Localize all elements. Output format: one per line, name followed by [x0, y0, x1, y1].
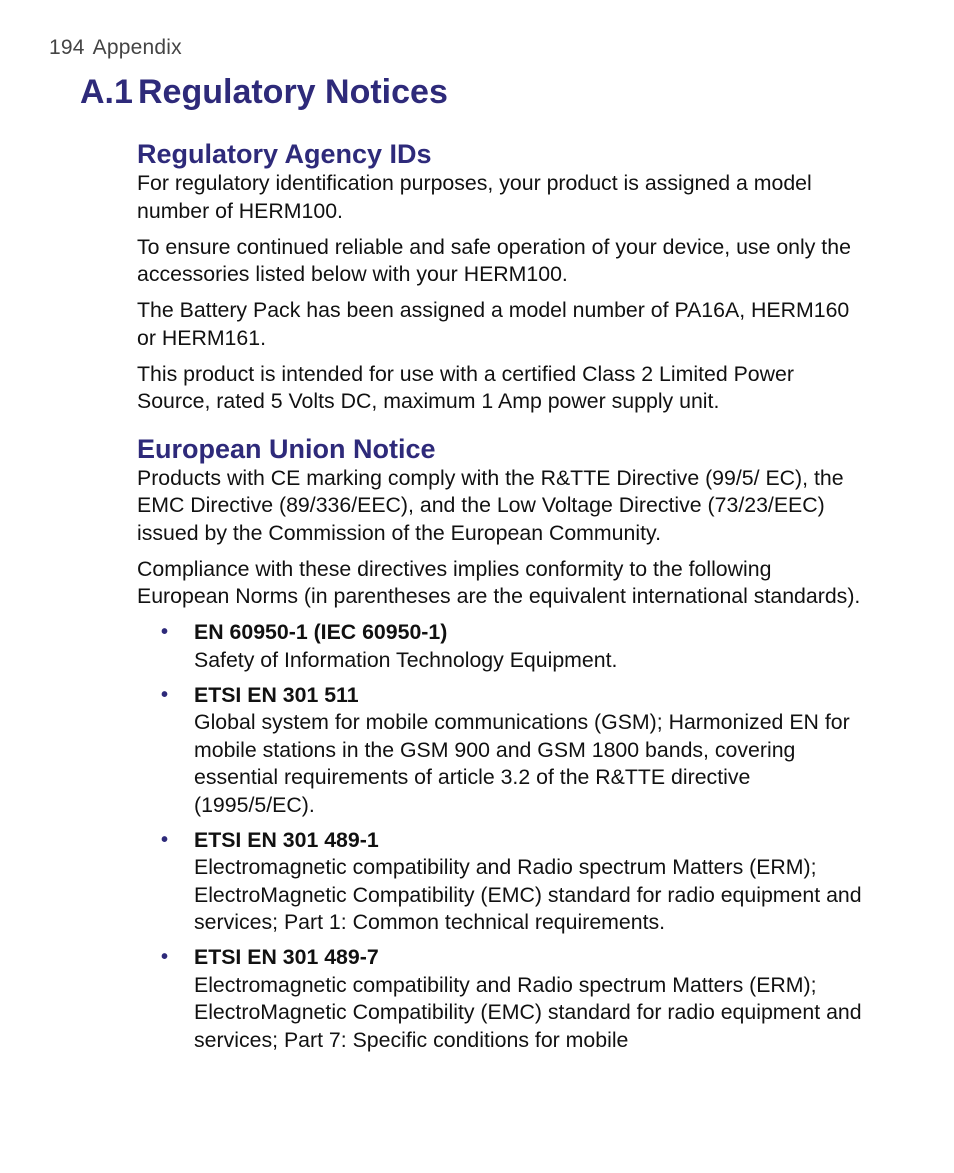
page-content — [137, 138, 867, 1062]
eu-notice-heading: European Union Notice — [137, 433, 436, 464]
paragraph: Products with CE marking comply with the R&TTE Directive (99/5/ EC), the EMC Directive (89/336/EEC), and the Low Voltage Directive (73/23/EEC) issued by the Commission of the European Community. — [137, 465, 844, 545]
list-item — [137, 619, 867, 674]
section-number: A.1 — [80, 73, 133, 111]
norms-list — [137, 619, 867, 1054]
bullet-icon: • — [161, 621, 169, 643]
norm-title: EN 60950-1 (IEC 60950-1) — [194, 620, 448, 644]
page-number: 194 — [49, 36, 85, 59]
norm-title: ETSI EN 301 489-7 — [194, 945, 379, 969]
section-title-text: Regulatory Notices — [138, 73, 448, 111]
paragraph: The Battery Pack has been assigned a model number of PA16A, HERM160 or HERM161. — [137, 298, 850, 350]
section-label: Appendix — [92, 36, 182, 59]
paragraph: For regulatory identification purposes, your product is assigned a model number of HERM100. — [137, 171, 812, 223]
list-item — [137, 682, 867, 820]
norm-description: Global system for mobile communications (GSM); Harmonized EN for mobile stations in the GSM 900 and GSM 1800 bands, covering essential requirements of article 3.2 of the R&TTE directive (1995/5/EC). — [194, 710, 850, 817]
regulatory-ids-heading: Regulatory Agency IDs — [137, 139, 432, 169]
norm-title: ETSI EN 301 511 — [194, 682, 359, 707]
list-item — [137, 827, 867, 937]
bullet-icon: • — [161, 828, 169, 851]
page-header — [49, 36, 182, 60]
paragraph: To ensure continued reliable and safe operation of your device, use only the accessories listed below with your HERM100. — [137, 234, 851, 286]
norm-description: Safety of Information Technology Equipment. — [194, 647, 618, 672]
bullet-icon: • — [161, 946, 169, 968]
norm-title: ETSI EN 301 489-1 — [194, 827, 379, 852]
list-item — [137, 944, 867, 1054]
norm-description: Electromagnetic compatibility and Radio spectrum Matters (ERM); ElectroMagnetic Compatibility (EMC) standard for radio equipment and services; Part 7: Specific conditions for mobile — [194, 972, 862, 1052]
paragraph: This product is intended for use with a certified Class 2 Limited Power Source, rated 5 Volts DC, maximum 1 Amp power supply unit. — [137, 361, 794, 413]
section-title — [80, 73, 448, 112]
norm-description: Electromagnetic compatibility and Radio spectrum Matters (ERM); ElectroMagnetic Compatibility (EMC) standard for radio equipment and services; Part 1: Common technical requirements. — [194, 855, 862, 934]
bullet-icon: • — [161, 683, 169, 706]
paragraph: Compliance with these directives implies conformity to the following European Norms (in parentheses are the equivalent international standards). — [137, 556, 861, 608]
